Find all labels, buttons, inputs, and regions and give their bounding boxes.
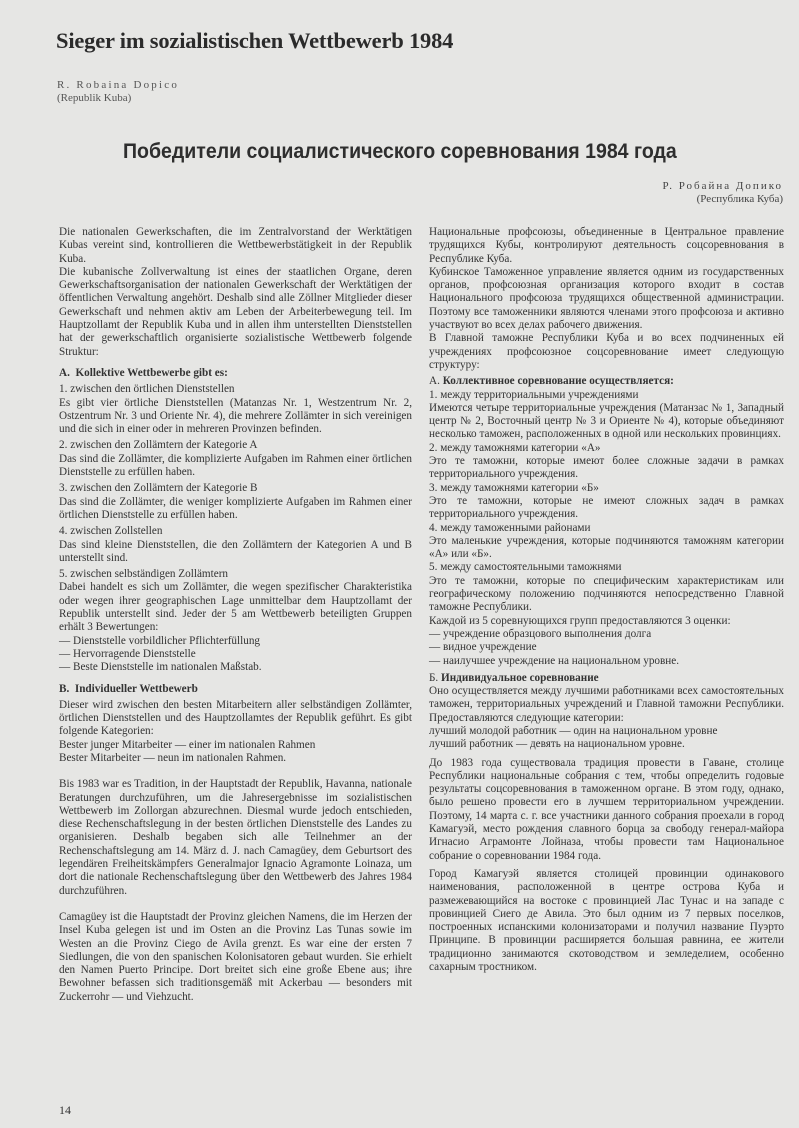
item-title: 3. между таможнями категории «Б»	[429, 481, 599, 494]
item-text: Имеются четыре территориальные учреждения (Матанзас № 1, Западный центр № 2, Восточный центр № 3 и Ориенте № 4), которые объединяют несколько таможен, расположенных в одной или нескольких провинциях.	[429, 401, 784, 441]
german-author-country: (Republik Kuba)	[57, 92, 132, 104]
item-text: Это те таможни, которые имеют более сложные задачи в рамках территориального учреждения.	[429, 455, 784, 481]
section-label: А.	[429, 375, 440, 388]
german-title: Sieger im sozialistischen Wettbewerb 1984	[56, 28, 454, 53]
rating-item: — Beste Dienststelle im nationalen Maßstab.	[59, 661, 262, 674]
paragraph: Кубинское Таможенное управление является одним из государственных органов, профсоюзная организация которого входит в состав Национального профсоюза трудящихся общественной администрации. Поэтому все таможенники являются членами этого профсоюза и активно участвуют во всех делах рабочего движения.	[429, 265, 784, 332]
section-a-heading: А. Коллективное соревнование осуществляется:	[429, 375, 674, 388]
german-author: R. Robaina Dopico	[57, 79, 180, 91]
russian-author-country: (Республика Куба)	[696, 193, 783, 205]
paragraph: В Главной таможне Республики Куба и во всех подчиненных ей учреждениях профсоюзное соцсоревнование имеет следующую структуру:	[429, 332, 784, 371]
rating-item: — Dienststelle vorbildlicher Pflichterfüllung	[59, 634, 261, 647]
paragraph: Национальные профсоюзы, объединенные в Центральное правление трудящихся Кубы, контролируют деятельность соцсоревнования в Республике Куба.	[429, 226, 784, 265]
item-title: 1. между территориальными учреждениями	[429, 388, 639, 401]
rating-item: — наилучшее учреждение на национальном уровне.	[429, 654, 680, 667]
paragraph: До 1983 года существовала традиция провести в Гаване, столице Республики национальные собрания с тем, чтобы определить годовые результаты соцсоревнования в таможенном органе. В этом году, однако, было решено провести его в лучшем территориальном учреждении. Поэтому, 14 марта с. г. все участники данного собрания проехали в город Камагуэй, место рождения славного борца за свободу генерал-майора Игнасио Аграмонте Лойназа, чтобы провести там Национальное собрание о соревновании 1984 года.	[429, 756, 784, 862]
rating-item: — учреждение образцового выполнения долга	[429, 627, 652, 640]
item-title: 4. между таможенными районами	[429, 521, 591, 534]
german-column	[59, 226, 412, 1004]
item-title: 1. zwischen den örtlichen Dienststellen	[59, 383, 235, 396]
item-title: 5. zwischen selbständigen Zollämtern	[59, 568, 229, 581]
section-label: Б.	[429, 671, 439, 684]
item-title: 2. zwischen den Zollämtern der Kategorie A	[59, 439, 258, 452]
section-b-heading: Б. Индивидуальное соревнование	[429, 671, 599, 684]
category-item: лучший молодой работник — один на национальном уровне	[429, 724, 718, 737]
item-title: 4. zwischen Zollstellen	[59, 525, 163, 538]
paragraph: Каждой из 5 соревнующихся групп предоставляются 3 оценки:	[429, 614, 731, 627]
item-text: Es gibt vier örtliche Dienststellen (Matanzas Nr. 1, Westzentrum Nr. 2, Ostzentrum Nr. 3 und Oriente Nr. 4), die mehrere Zollämter in sich vereinigen und die sich in einer oder in mehreren Provinzen befinden.	[59, 396, 412, 436]
item-title: 2. между таможнями категории «А»	[429, 441, 601, 454]
section-b-heading: B. Individueller Wettbewerb	[59, 682, 198, 695]
category-item: лучший работник — девять на национальном уровне.	[429, 738, 685, 751]
paragraph: Die kubanische Zollverwaltung ist eines der staatlichen Organe, deren Gewerkschaftsorganisation der nationalen Gewerkschaft der Werktätigen der öffentlichen Verwaltung angehört. Deshalb sind alle Zöllner Mitglieder dieser Gewerkschaft und nehmen aktiv am Leben der Arbeiterbewegung teil. Im Hauptzollamt der Republik Kuba und in allen ihm unterstellten Dienststellen hat der gewerkschaftlich organisierte sozialistische Wettbewerb folgende Struktur:	[59, 265, 412, 358]
item-text: Das sind die Zollämter, die weniger komplizierte Aufgaben im Rahmen einer örtlichen Dienststelle zu erfüllen haben.	[59, 495, 412, 521]
item-text: Dabei handelt es sich um Zollämter, die wegen spezifischer Charakteristika oder wegen ihrer geographischen Lage unmittelbar dem Hauptzollamt der Republik unterstellt sind. Jeder der 5 am Wettbewerb beteiligten Gruppen erhält 3 Bewertungen:	[59, 581, 412, 634]
item-text: Это те таможни, которые по специфическим характеристикам или географическому положению подчиняются непосредственно Главной таможне Республики.	[429, 574, 784, 614]
rating-item: — видное учреждение	[429, 641, 537, 654]
item-title: 3. zwischen den Zollämtern der Kategorie B	[59, 482, 258, 495]
paragraph: Die nationalen Gewerkschaften, die im Zentralvorstand der Werktätigen Kubas vereint sind, kontrollieren die Wettbewerbstätigkeit in der Republik Kuba.	[59, 226, 412, 265]
paragraph: Dieser wird zwischen den besten Mitarbeitern aller selbständigen Zollämter, örtlichen Dienststellen und des Hauptzollamtes der Republik geführt. Es gibt folgende Kategorien:	[59, 698, 412, 738]
item-text: Это маленькие учреждения, которые подчиняются таможням категории «А» или «Б».	[429, 534, 784, 561]
section-label: A.	[59, 366, 70, 379]
paragraph: Bis 1983 war es Tradition, in der Hauptstadt der Republik, Havanna, nationale Beratungen durchzuführen, um die Jahresergebnisse im sozialistischen Wettbewerb im Zollorgan abzurechnen. Diesmal wurde jedoch entschieden, diese Rechenschaftslegung in der besten örtlichen Dienststelle des Landes zu organisieren. Deshalb begaben sich alle Teilnehmer an der Rechenschaftslegung am 14. März d. J. nach Camagüey, dem Geburtsort des legendären Freiheitskämpfers Generalmajor Ignacio Agramonte Loinaza, um dort die nationale Rechenschaftslegung über den Wettbewerb des Jahres 1984 durchzuführen.	[59, 778, 412, 897]
paragraph: Город Камагуэй является столицей провинции одинакового наименования, расположенной в центре острова Куба и размежевающийся на востоке с провинцией Лас Тунас и на западе с провинцией Сиего де Авила. Это был одним из 7 первых поселков, построенных испанскими колонизаторами и получил название Пуэрто Принципе. В провинции расширяется большая равнина, ее жители традиционно занимаются скотоводством и земледелием, особенно сахарным тростником.	[429, 867, 784, 974]
section-label: B.	[59, 682, 70, 695]
item-text: Das sind kleine Dienststellen, die den Zollämtern der Kategorien A und B unterstellt sind.	[59, 538, 412, 564]
paragraph: Camagüey ist die Hauptstadt der Provinz gleichen Namens, die im Herzen der Insel Kuba gelegen ist und im Osten an die Provinz Las Tunas sowie im Westen an die Provinz Ciego de Avila grenzt. Es war eine der ersten 7 Siedlungen, die von den spanischen Kolonisatoren gebaut wurden. Sie erhielt den Namen Puerto Principe. Dort breitet sich eine große Ebene aus; ihre Bewohner befassen sich traditionsgemäß mit Ackerbau — besonders mit Zuckerrohr — und Viehzucht.	[59, 910, 412, 1003]
russian-byline	[662, 180, 783, 206]
german-byline	[57, 79, 179, 105]
item-title: 5. между самостоятельными таможнями	[429, 561, 622, 574]
item-text: Das sind die Zollämter, die komplizierte Aufgaben im Rahmen einer örtlichen Dienststelle zu erfüllen haben.	[59, 452, 412, 479]
page-number: 14	[59, 1103, 71, 1117]
category-item: Bester junger Mitarbeiter — einer im nationalen Rahmen	[59, 738, 316, 751]
russian-title: Победители социалистического соревнования 1984 года	[123, 140, 677, 163]
section-a-heading: A. Kollektive Wettbewerbe gibt es:	[59, 366, 228, 379]
item-text: Это те таможни, которые не имеют сложных задач в рамках территориального учреждения.	[429, 494, 784, 521]
rating-item: — Hervorragende Dienststelle	[59, 647, 196, 660]
paragraph: Оно осуществляется между лучшими работниками всех самостоятельных таможен, территориальных учреждений и Главной таможни Республики. Предоставляются следующие категории:	[429, 685, 784, 724]
russian-author: Р. Робайна Допико	[662, 180, 783, 192]
russian-column	[429, 226, 784, 974]
category-item: Bester Mitarbeiter — neun im nationalen Rahmen.	[59, 751, 287, 764]
